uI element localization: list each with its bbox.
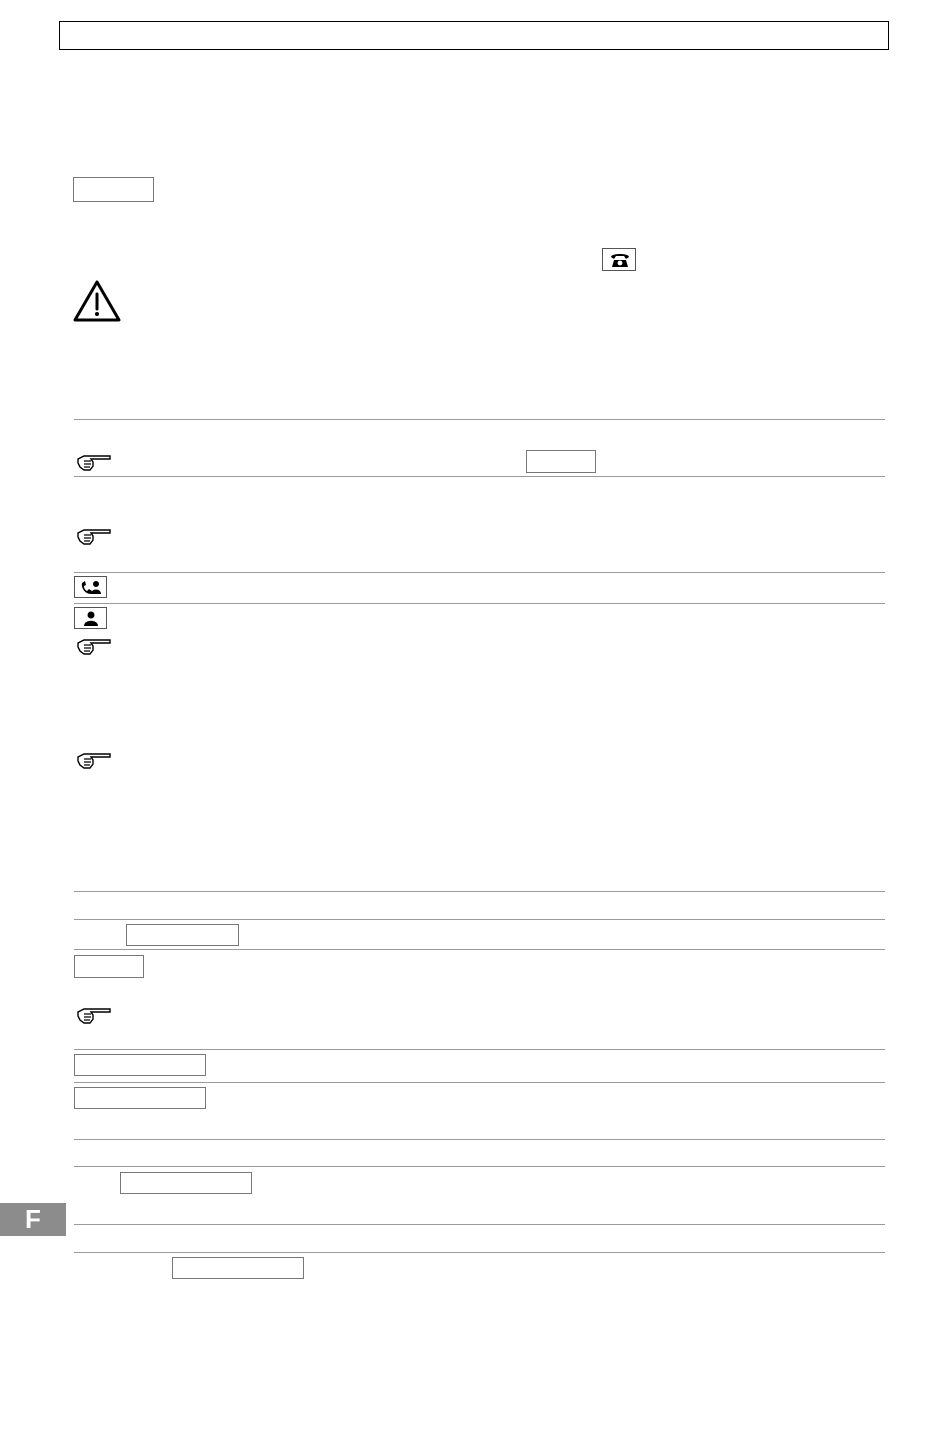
user-key xyxy=(74,607,107,629)
divider xyxy=(74,919,885,920)
key-box xyxy=(73,177,154,202)
key-box xyxy=(74,955,144,978)
telephone-icon xyxy=(609,251,631,269)
key-box xyxy=(526,450,596,473)
divider xyxy=(74,1082,885,1083)
divider xyxy=(74,603,885,604)
pointing-hand-icon xyxy=(76,527,112,547)
pointing-hand-icon xyxy=(76,1006,112,1026)
pointing-hand-icon xyxy=(76,637,112,657)
divider xyxy=(74,1224,885,1225)
page-header-frame xyxy=(59,21,889,50)
divider xyxy=(74,949,885,950)
divider xyxy=(74,1139,885,1140)
divider xyxy=(74,891,885,892)
divider xyxy=(74,419,885,420)
pointing-hand-icon xyxy=(76,751,112,771)
pointing-hand-icon xyxy=(76,453,112,473)
divider xyxy=(74,476,885,477)
divider xyxy=(74,1166,885,1167)
phone-user-icon xyxy=(80,579,102,596)
key-box xyxy=(120,1172,252,1194)
key-box xyxy=(126,924,239,946)
key-box xyxy=(74,1087,206,1109)
divider xyxy=(74,1049,885,1050)
key-box xyxy=(172,1257,304,1279)
warning-triangle-icon xyxy=(72,279,122,323)
divider xyxy=(74,1252,885,1253)
section-tab: F xyxy=(0,1203,66,1236)
key-box xyxy=(74,1054,206,1076)
divider xyxy=(74,572,885,573)
telephone-key xyxy=(602,248,636,271)
user-icon xyxy=(83,610,99,627)
phone-user-key xyxy=(74,576,107,598)
